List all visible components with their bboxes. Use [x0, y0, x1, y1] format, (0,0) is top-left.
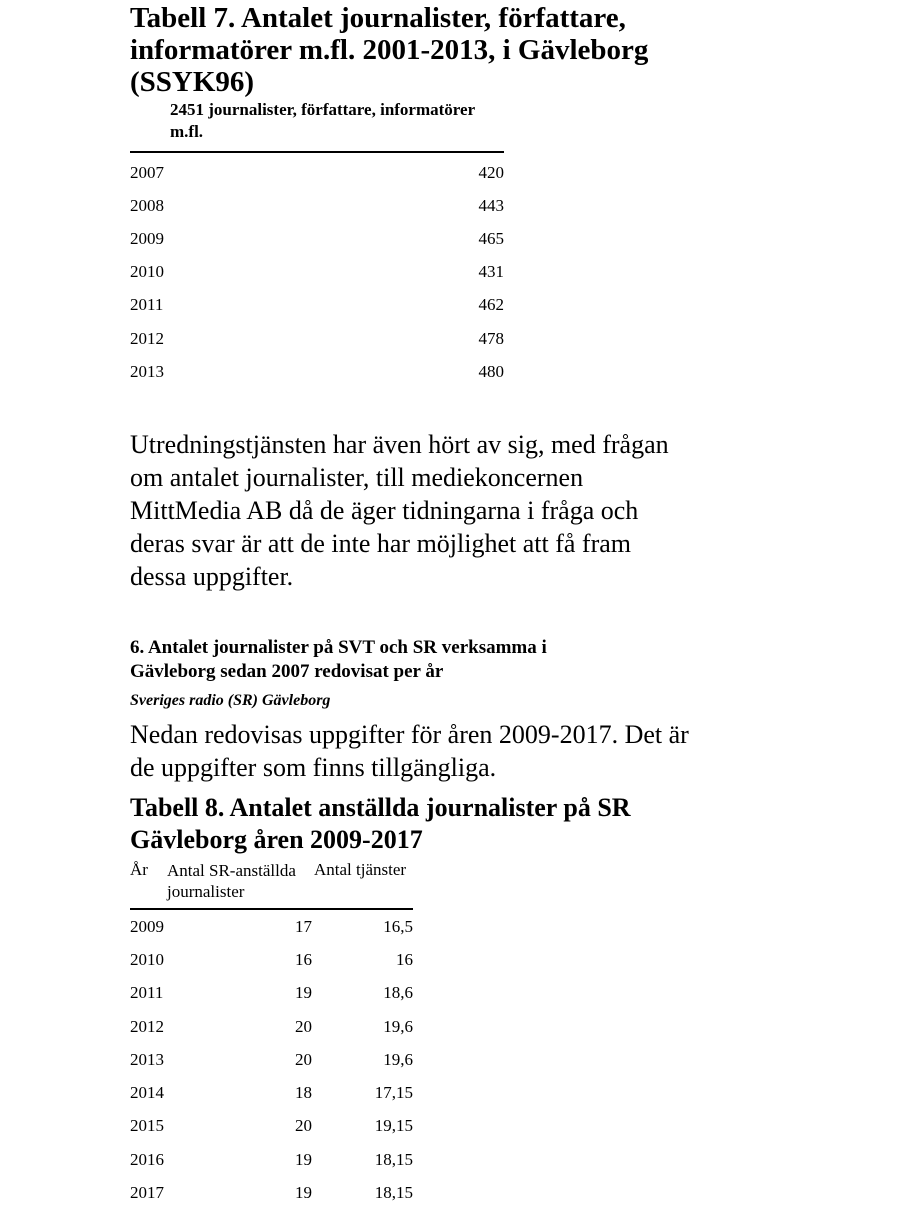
year-cell: 2017 [130, 1183, 164, 1203]
table8 [130, 910, 413, 1210]
table-row [130, 1076, 413, 1109]
table-row [130, 289, 504, 322]
employed-cell: 20 [295, 1049, 312, 1069]
positions-cell: 17,15 [374, 1083, 413, 1103]
table-row [130, 322, 504, 355]
value-cell: 443 [478, 195, 504, 215]
year-cell: 2013 [130, 361, 164, 381]
year-cell: 2011 [130, 295, 164, 315]
section-heading: 6. Antalet journalister på SVT och SR verksamma i Gävleborg sedan 2007 redovisat per år [130, 637, 547, 682]
positions-cell: 18,15 [374, 1149, 413, 1169]
year-cell: 2014 [130, 1083, 164, 1103]
table-row [130, 977, 413, 1010]
table7-title: Tabell 7. Antalet journalister, författare, informatörer m.fl. 2001-2013, i Gävleborg (SSYK96) [130, 2, 649, 98]
year-cell: 2013 [130, 1049, 164, 1069]
year-cell: 2016 [130, 1149, 164, 1169]
employed-cell: 16 [295, 949, 312, 969]
positions-cell: 19,6 [383, 1016, 413, 1036]
employed-cell: 19 [295, 1183, 312, 1203]
table7-divider [130, 151, 504, 153]
year-cell: 2009 [130, 916, 164, 936]
table8-header-positions: Antal tjänster [314, 860, 407, 879]
table-row [130, 943, 413, 976]
table-row [130, 222, 504, 255]
table8-header-employed: Antal SR-anställda journalister [167, 861, 296, 901]
positions-cell: 18,15 [374, 1183, 413, 1203]
table-row [130, 256, 504, 289]
employed-cell: 19 [295, 983, 312, 1003]
year-cell: 2010 [130, 262, 164, 282]
table-row [130, 355, 504, 388]
table-row [130, 910, 413, 943]
year-cell: 2015 [130, 1116, 164, 1136]
employed-cell: 20 [295, 1016, 312, 1036]
year-cell: 2008 [130, 195, 164, 215]
table7 [130, 156, 504, 388]
positions-cell: 16,5 [383, 916, 413, 936]
year-cell: 2012 [130, 1016, 164, 1036]
employed-cell: 19 [295, 1149, 312, 1169]
year-cell: 2011 [130, 983, 164, 1003]
employed-cell: 18 [295, 1083, 312, 1103]
employed-cell: 20 [295, 1116, 312, 1136]
table8-title: Tabell 8. Antalet anställda journalister på SR Gävleborg åren 2009-2017 [130, 793, 631, 854]
year-cell: 2009 [130, 228, 164, 248]
section-paragraph: Nedan redovisas uppgifter för åren 2009-2017. Det är de uppgifter som finns tillgängliga. [130, 720, 689, 782]
table7-column-header: 2451 journalister, författare, informatörer m.fl. [170, 100, 475, 141]
table8-header-year: År [130, 860, 148, 879]
value-cell: 465 [478, 228, 504, 248]
positions-cell: 16 [396, 949, 413, 969]
section-subheading: Sveriges radio (SR) Gävleborg [130, 692, 331, 709]
positions-cell: 19,6 [383, 1049, 413, 1069]
year-cell: 2012 [130, 328, 164, 348]
value-cell: 478 [478, 328, 504, 348]
positions-cell: 19,15 [374, 1116, 413, 1136]
year-cell: 2010 [130, 949, 164, 969]
table-row [130, 1043, 413, 1076]
year-cell: 2007 [130, 162, 164, 182]
value-cell: 420 [478, 162, 504, 182]
value-cell: 480 [478, 361, 504, 381]
employed-cell: 17 [295, 916, 312, 936]
table-row [130, 1176, 413, 1209]
table-row [130, 156, 504, 189]
value-cell: 431 [478, 262, 504, 282]
table-row [130, 189, 504, 222]
table-row [130, 1143, 413, 1176]
value-cell: 462 [478, 295, 504, 315]
table-row [130, 1010, 413, 1043]
table-row [130, 1110, 413, 1143]
body-paragraph: Utredningstjänsten har även hört av sig, med frågan om antalet journalister, till mediekoncernen MittMedia AB då de äger tidningarna i fråga och deras svar är att de inte har möjlighet att få fram dessa uppgifter. [130, 430, 669, 591]
positions-cell: 18,6 [383, 983, 413, 1003]
